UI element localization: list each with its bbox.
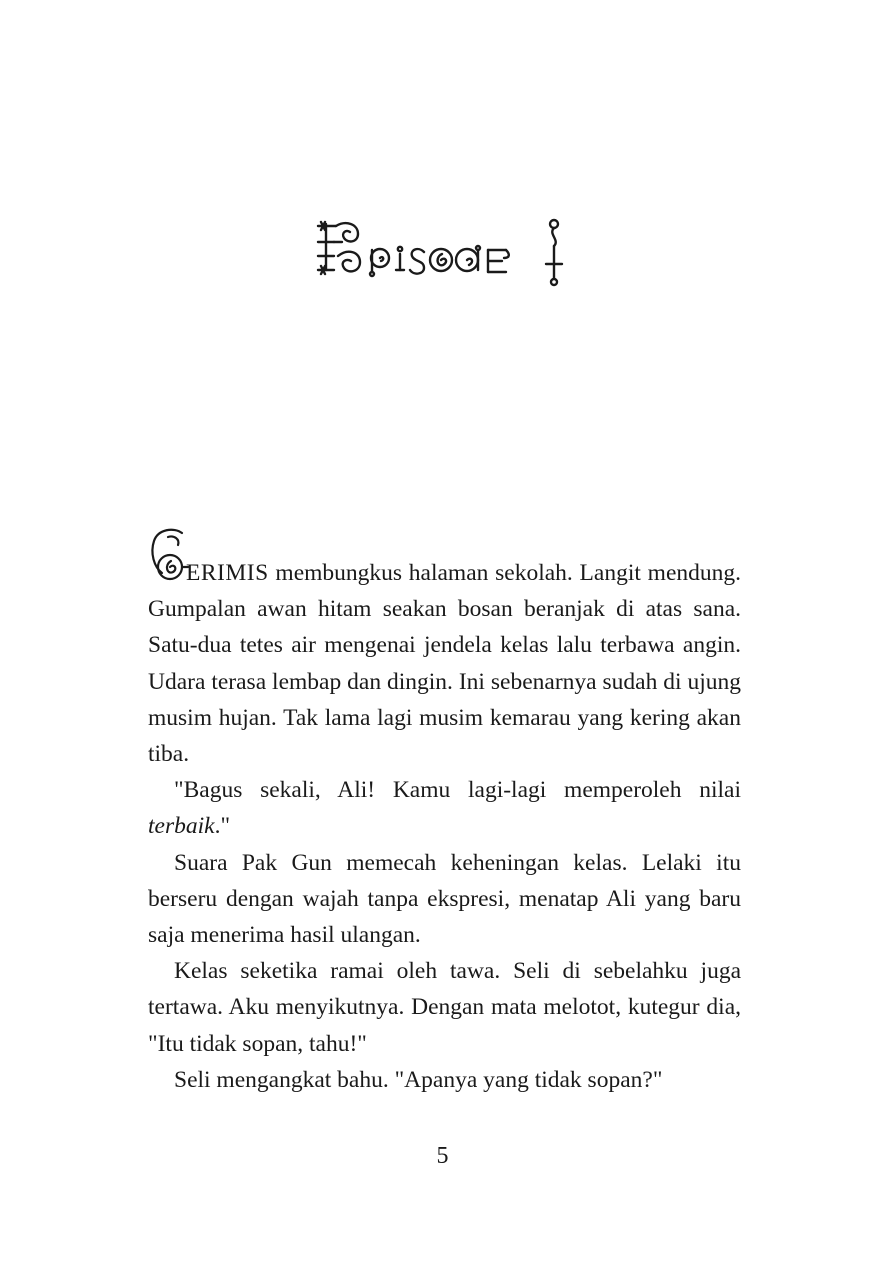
- ornament-letter-p: [370, 249, 389, 276]
- paragraph-3: Suara Pak Gun memecah keheningan kelas. Lelaki itu berseru dengan wajah tanpa ekspresi, menatap Ali yang baru saja menerima hasil ulangan.: [148, 849, 741, 949]
- opening-word-caps: ERIMIS: [186, 560, 269, 586]
- chapter-body: [148, 527, 741, 1098]
- paragraph-4: Kelas seketika ramai oleh tawa. Seli di sebelahku juga tertawa. Aku menyikutnya. Dengan mata melotot, kutegur dia, "Itu tidak sopan, tahu!": [148, 958, 741, 1057]
- paragraph-2-italic-word: terbaik: [148, 813, 215, 840]
- chapter-title-ornamental-lettering: [308, 212, 578, 292]
- ornament-letter-s: [410, 249, 424, 274]
- paragraph-opening: [148, 527, 741, 772]
- paragraph-2-text-end: .": [214, 813, 231, 840]
- paragraph-2: [148, 772, 741, 844]
- ornament-letter-o: [430, 249, 452, 271]
- ornament-numeral-1: [546, 220, 562, 285]
- paragraph-5: Seli mengangkat bahu. "Apanya yang tidak sopan?": [174, 1066, 663, 1093]
- opening-paragraph-text: membungkus halaman sekolah. Langit mendung. Gumpalan awan hitam seakan bosan beranjak di atas sana. Satu-dua tetes air mengenai jendela kelas lalu terbawa angin. Udara terasa lembap dan dingin. Ini sebenarnya sudah di ujung musim hujan. Tak lama lagi musim kemarau yang kering akan tiba.: [148, 560, 741, 768]
- ornament-letter-e-small: [488, 250, 509, 272]
- dropcap-ornament: [148, 527, 190, 583]
- ornament-letter-e: [318, 222, 360, 274]
- chapter-title: [0, 212, 885, 292]
- page-number: 5: [436, 1143, 449, 1169]
- ornament-letter-d: [456, 246, 480, 271]
- ornament-letter-i: [396, 247, 404, 270]
- paragraph-2-text-start: "Bagus sekali, Ali! Kamu lagi-lagi memperoleh nilai: [174, 777, 741, 804]
